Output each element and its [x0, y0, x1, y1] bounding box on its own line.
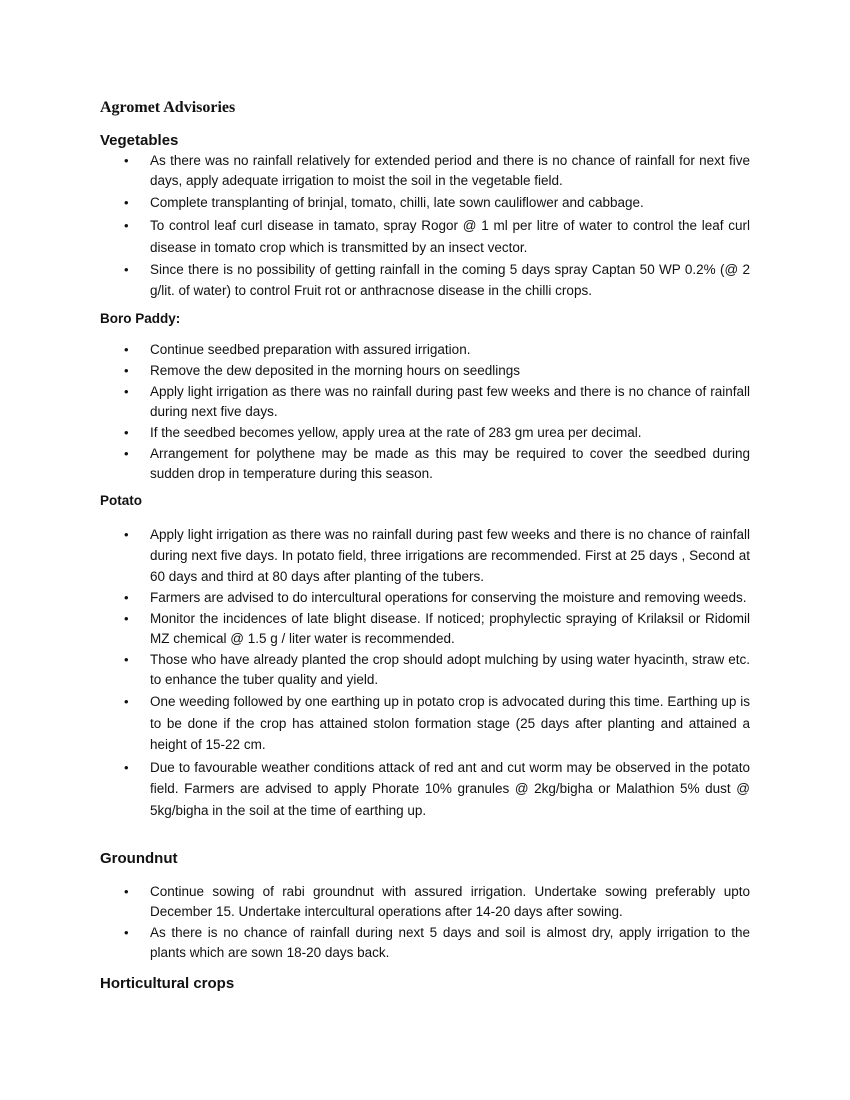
bullet-icon: • — [124, 652, 129, 667]
list-item: • As there was no rainfall relatively for extended period and there is no chance of rainfall for next five days, apply adequate irrigation to moist the soil in the vegetable field. — [124, 153, 750, 188]
list-item: • Remove the dew deposited in the morning hours on seedlings — [0, 361, 750, 381]
list-item: • Continue seedbed preparation with assured irrigation. — [0, 340, 750, 360]
list-item: • As there is no chance of rainfall during next 5 days and soil is almost dry, apply irrigation to the plants which are sown 18-20 days back. — [124, 925, 750, 960]
list-item: • Those who have already planted the crop should adopt mulching by using water hyacinth, straw etc. to enhance the tuber quality and yield. — [124, 652, 750, 687]
list-potato — [0, 524, 850, 822]
bullet-icon: • — [124, 262, 129, 277]
list-item: • To control leaf curl disease in tamato, spray Rogor @ 1 ml per litre of water to control the leaf curl disease in tomato crop which is transmitted by an insect vector. — [0, 215, 750, 259]
list-item: • One weeding followed by one earthing up in potato crop is advocated during this time. Earthing up is to be done if the crop has attained stolon formation stage (25 days after planting and attained a height of 15-22 cm. — [0, 691, 750, 756]
bullet-icon: • — [124, 694, 129, 709]
bullet-icon: • — [124, 153, 129, 168]
section-heading-vegetables: Vegetables — [100, 132, 179, 149]
list-item: • Arrangement for polythene may be made as this may be required to cover the seedbed during sudden drop in temperature during this season. — [124, 446, 750, 481]
list-item: • If the seedbed becomes yellow, apply urea at the rate of 283 gm urea per decimal. — [0, 423, 750, 443]
bullet-icon: • — [124, 363, 129, 378]
section-heading-boro-paddy: Boro Paddy: — [100, 311, 181, 326]
list-item: • Continue sowing of rabi groundnut with assured irrigation. Undertake sowing preferably upto December 15. Undertake intercultural operations after 14-20 days after sowing. — [124, 884, 750, 919]
list-item: • Apply light irrigation as there was no rainfall during past few weeks and there is no chance of rainfall during next five days. — [124, 384, 750, 419]
list-vegetables — [0, 151, 850, 301]
bullet-icon: • — [124, 425, 129, 440]
section-heading-horticultural-crops: Horticultural crops — [100, 975, 235, 992]
list-groundnut — [0, 882, 850, 963]
bullet-icon: • — [124, 884, 129, 899]
section-heading-potato: Potato — [100, 493, 142, 508]
section-heading-groundnut: Groundnut — [100, 850, 178, 867]
list-item: • Farmers are advised to do intercultural operations for conserving the moisture and removing weeds. — [0, 588, 750, 608]
list-item: • Monitor the incidences of late blight disease. If noticed; prophylectic spraying of Krilaksil or Ridomil MZ chemical @ 1.5 g / liter water is recommended. — [124, 611, 750, 646]
bullet-icon: • — [124, 590, 129, 605]
list-item: • Complete transplanting of brinjal, tomato, chilli, late sown cauliflower and cabbage. — [0, 193, 750, 213]
bullet-icon: • — [124, 611, 129, 626]
bullet-icon: • — [124, 446, 129, 461]
bullet-icon: • — [124, 218, 129, 233]
bullet-icon: • — [124, 527, 129, 542]
list-item: • Apply light irrigation as there was no rainfall during past few weeks and there is no chance of rainfall during next five days. In potato field, three irrigations are recommended. First at 25 days , Second at 60 days and third at 80 days after planting of the tubers. — [0, 524, 750, 587]
bullet-icon: • — [124, 925, 129, 940]
bullet-icon: • — [124, 195, 129, 210]
bullet-icon: • — [124, 384, 129, 399]
list-boro-paddy — [0, 340, 850, 484]
list-item: • Since there is no possibility of getting rainfall in the coming 5 days spray Captan 50 WP 0.2% (@ 2 g/lit. of water) to control Fruit rot or anthracnose disease in the chilli crops. — [0, 259, 750, 301]
bullet-icon: • — [124, 342, 129, 357]
list-item: • Due to favourable weather conditions attack of red ant and cut worm may be observed in the potato field. Farmers are advised to apply Phorate 10% granules @ 2kg/bigha or Malathion 5% dust @ 5kg/bigha in the soil at the time of earthing up. — [0, 757, 750, 822]
page-title: Agromet Advisories — [100, 99, 236, 116]
bullet-icon: • — [124, 759, 129, 775]
